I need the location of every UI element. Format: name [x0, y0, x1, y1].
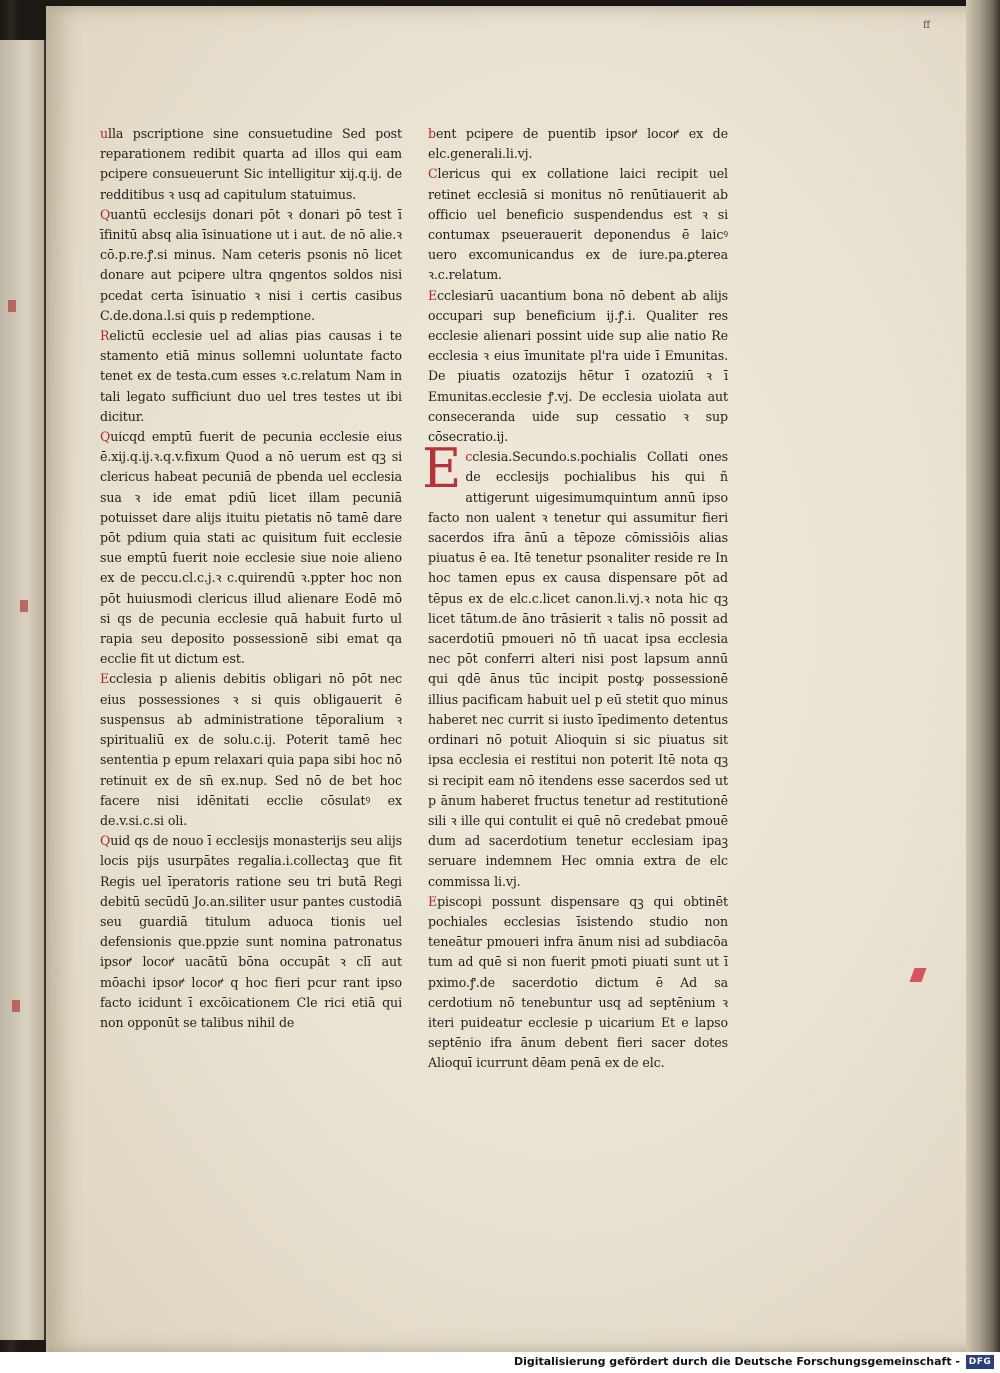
rubric-mark — [20, 600, 28, 612]
paragraph: Episcopi possunt dispensare qꝫ qui obtinēt pochiales ecclesias īsistendo studio non teneātur pmoueri infra ānum nisi ad subdiacōa tum ad quē si non fuerit pmoti piuati sunt ut ī pximo.ꝭ.de sacerdotio dictum ē Ad sa cerdotium nō tenebuntur usq ad septēnium ꝛ iteri puideatur ecclesie p uicarium Et e lapso septēnio ifra ānum debent fieri sacer dotes Alioquī icurrunt dēam penā ex de elc. — [428, 893, 728, 1071]
left-text-column — [100, 124, 402, 1033]
dfg-logo: DFG — [966, 1355, 994, 1369]
paragraph: bent pcipere de puentib ipsoꝵ locoꝵ ex de elc.generali.li.vj. — [428, 126, 728, 162]
right-text-column — [422, 124, 729, 1074]
paragraph: Quicqd emptū fuerit de pecunia ecclesie eius ē.xij.q.ij.ꝛ.q.v.fixum Quod a nō uerum est qꝫ si clericus habeat pecuniā de pbenda uel ecclesia sua ꝛ ide emat pdiū licet illam pecuniā potuisset dare alijs ituitu pietatis nō tamē dare pōt pdium quia stati ac quisitum fuit ecclesie sue emptū fuerit noie ecclesie siue noie alieno ex de peccu.cl.c.j.ꝛ c.quirendū ꝛ.ppter hoc non pōt huiusmodi clericus illud alienare Eodē mō si qs de pecunia ecclesie quā habuit furto ul rapia seu deposito possessionē sibi emat qa ecclie fit ut dictum est. — [100, 429, 402, 667]
paragraph: Ecclesia p alienis debitis obligari nō pōt nec eius possessiones ꝛ si quis obligauerit ē suspensus ab administratione tēporalium ꝛ spiritualiū ex de solu.c.ij. Poterit tamē hec sententia p epum relaxari quia papa sibi hoc nō retinuit ex de sn̄ ex.nup. Sed nō de bet hoc facere nisi idēnitati ecclie cōsulatꝰ ex de.v.si.c.si oli. — [100, 671, 402, 828]
page-fore-edge — [966, 0, 1000, 1352]
decorated-initial: E — [422, 437, 462, 501]
paragraph: Quid qs de nouo ī ecclesijs monasterijs seu alijs locis pijs usurpātes regalia.i.collectaꝫ que fit Regis uel īperatoris ratione seu tri butā Regi debitū secūdū Jo.an.siliter usur pantes custodiā seu guardiā titulum aduoca tionis uel defensionis que.ppzie sunt nomina patronatus ipsoꝵ locoꝵ uacātū bōna occupāt ꝛ clī aut mōachi ipsoꝵ locoꝵ q hoc fieri pcur rant ipso facto icidunt ī excōicationem Cle rici etiā qui non opponūt se talibus nihil de — [100, 833, 402, 1030]
paragraph-body: ones de ecclesijs pochialibus his qui ñ attigerunt uigesimumquintum annū ipso facto non ualent ꝛ tenetur qui assumitur fieri sacerdos ifra ānū a tēpoze cōmissiōis alias piuatus ē ea. Itē tenetur psonaliter reside re In hoc tamen epus ex causa dispensare pōt ad tēpus ex de elc.c.licet canon.li.vj.ꝛ nota hic qꝫ licet tātum.de āno trāsierit ꝛ talis nō possit ad sacerdotiū pmoueri nō tñ uacat ipsa ecclesia nec pōt conferri alteri nisi post lapsum annū qui qdē ānus tūc incipit postꝙ possessionē illius pacificam habuit uel p eū stetit quo minus haberet nec currit si iusto īpedimento detentus ordinari nō potuit Alioquin si sic piuatus sit ipsa ecclesia ei restitui non poterit Itē nota qꝫ si recipit eam nō itendens esse sacerdos sed ut p ānum haberet fructus tenetur ad restitutionē sili ꝛ ille qui contulit ei quē nō credebat pmouē dum ad sacerdotium tenetur ecclesiam ipaꝫ seruare indemnem Hec omnia extra de elc commissa li.vj. — [428, 449, 729, 889]
paragraph: Ecclesiarū uacantium bona nō debent ab alijs occupari sup beneficium ij.ꝭ.i. Qualiter res ecclesie alienari possint uide sup alie natio Re ecclesia ꝛ eius īmunitate pl'ra uide ī Emunitas. De piuatis ozatozijs hētur ī ozatoziū ꝛ ī Emunitas.ecclesie ꝭ.vj. De ecclesia uiolata aut conseceranda uide sup cessatio ꝛ sup cōsecratio.ij. — [428, 287, 728, 445]
paragraph: Clericus qui ex collatione laici recipit uel retinet ecclesiā si monitus nō renūtiauerit ab officio uel beneficio suspendendus est ꝛ si contumax pseuerauerit deponendus ē laicꝰ uero excomunicandus ex de iure.pa.ꝑterea ꝛ.c.relatum. — [428, 166, 728, 283]
paragraph-with-initial — [422, 437, 729, 891]
paragraph: ulla pscriptione sine consuetudine Sed post reparationem redibit quarta ad illos qui eam pcipere consueuerunt Sic intelligitur xij.q.ij. de redditibus ꝛ usq ad capitulum statuimus. — [100, 126, 402, 202]
verso-page-edge — [0, 40, 46, 1340]
folio-mark: ff — [923, 20, 931, 31]
rubric-mark — [12, 1000, 20, 1012]
funding-credit: Digitalisierung gefördert durch die Deutsche Forschungsgemeinschaft - — [513, 1355, 960, 1368]
initial-line-rest: cclesia.Secundo.s.pochialis Collati — [465, 449, 689, 465]
footer-bar — [0, 1352, 1000, 1373]
paragraph: Relictū ecclesie uel ad alias pias causas i te stamento etiā minus sollemni uoluntate facto tenet ex de testa.cum esses ꝛ.c.relatum Nam in tali legato sufficiunt duo uel tres testes ut ibi dicitur. — [100, 328, 402, 424]
rubric-mark — [8, 300, 16, 312]
paragraph: Quantū ecclesijs donari pōt ꝛ donari pō test ī īfinitū absq alia īsinuatione ut i aut. de nō alie.ꝛ cō.p.re.ꝭ.si minus. Nam ceteris psonis nō licet donare aut pcipere ultra qngentos soldos nisi pcedat certa īsinuatio ꝛ nisi i certis casibus C.de.dona.l.si quis p redemptione. — [100, 206, 402, 323]
